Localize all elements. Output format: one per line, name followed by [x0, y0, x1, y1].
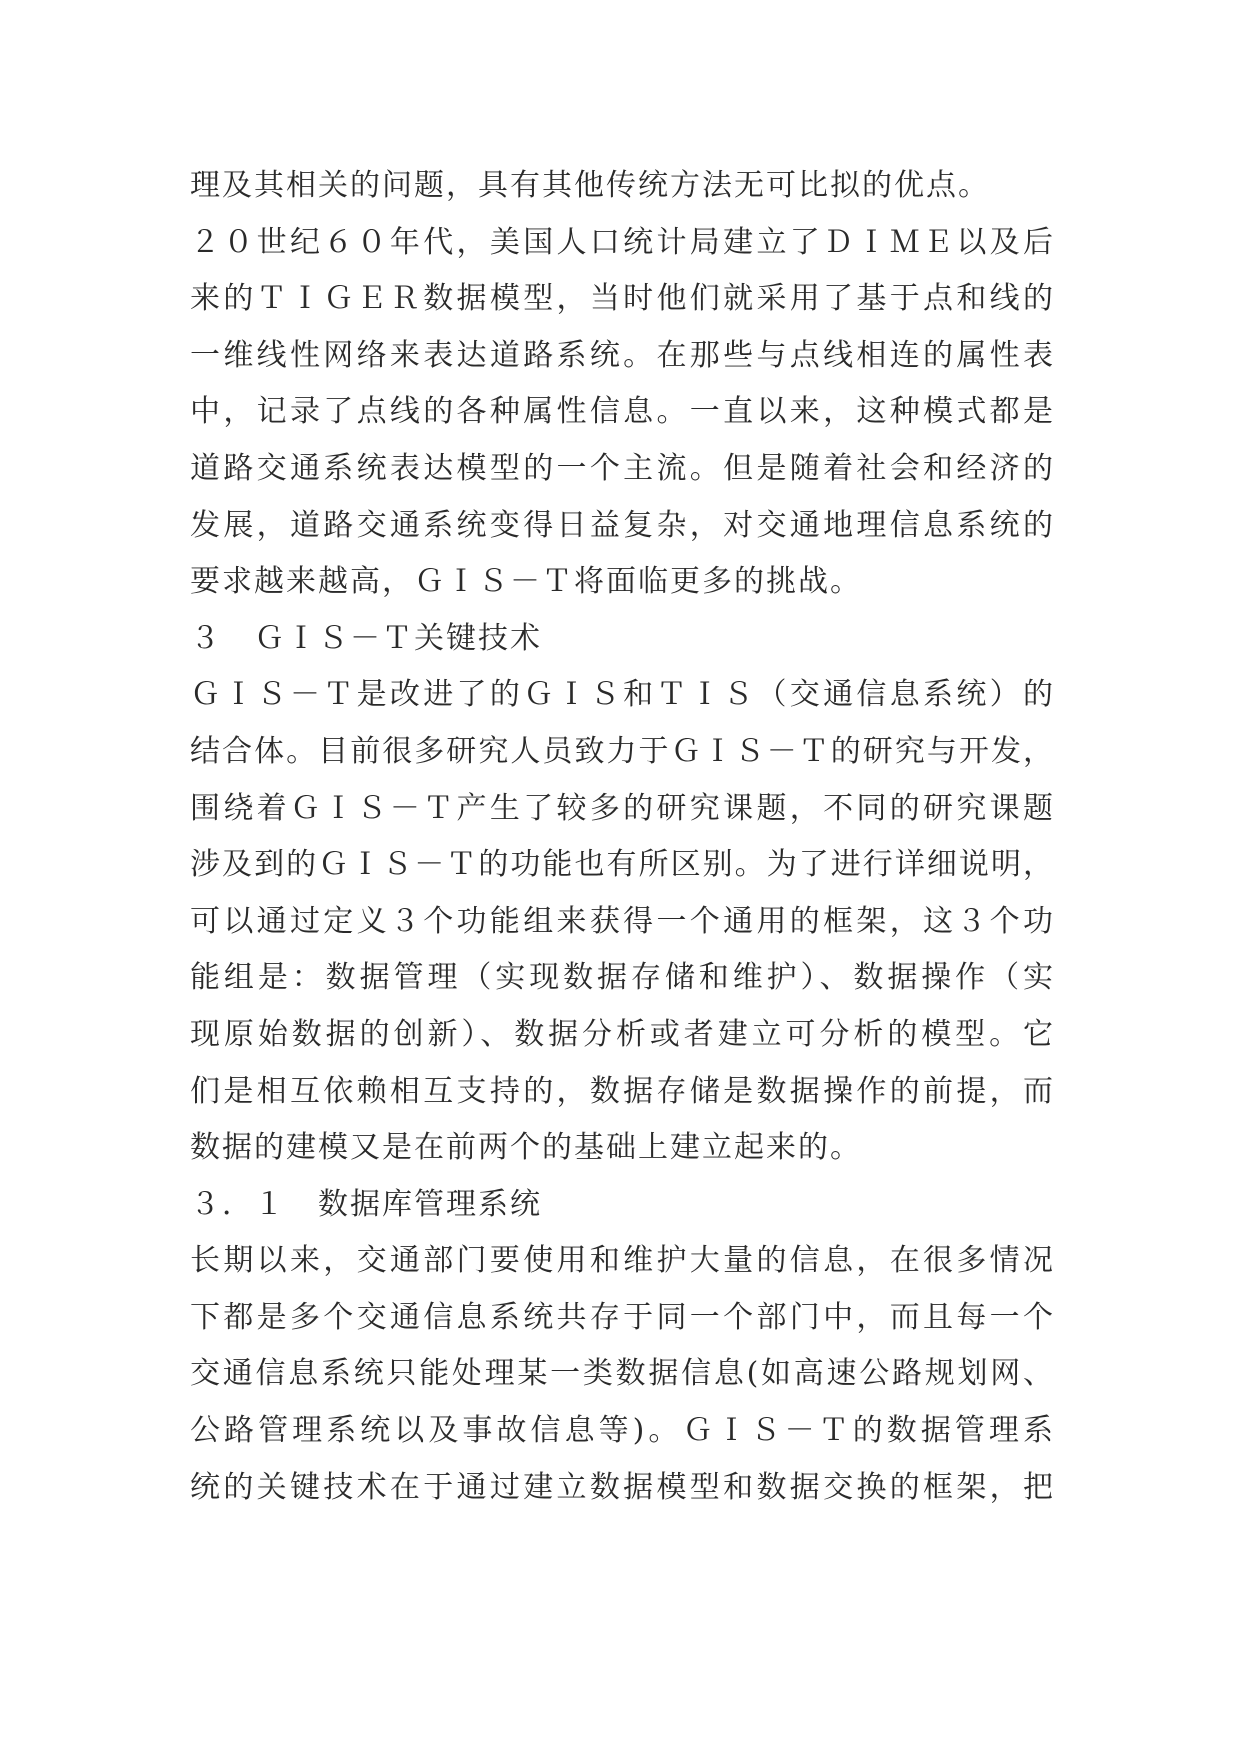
text-line: 能组是：数据管理（实现数据存储和维护）、数据操作（实	[190, 960, 1055, 996]
text-line: 现原始数据的创新）、数据分析或者建立可分析的模型。它	[190, 1016, 1055, 1052]
text-line: 理及其相关的问题，具有其他传统方法无可比拟的优点。	[190, 168, 990, 203]
document-body	[190, 158, 1055, 1516]
text-line: 发展，道路交通系统变得日益复杂，对交通地理信息系统的	[190, 507, 1055, 543]
text-line: 交通信息系统只能处理某一类数据信息(如高速公路规划网、	[190, 1356, 1055, 1392]
text-line: 一维线性网络来表达道路系统。在那些与点线相连的属性表	[190, 337, 1055, 373]
text-line: 来的ＴＩＧＥＲ数据模型，当时他们就采用了基于点和线的	[190, 281, 1055, 317]
section-heading: ３ ＧＩＳ－Ｔ关键技术	[190, 620, 542, 656]
text-line: 统的关键技术在于通过建立数据模型和数据交换的框架，把	[190, 1469, 1055, 1505]
text-line: 围绕着ＧＩＳ－Ｔ产生了较多的研究课题，不同的研究课题	[190, 790, 1055, 826]
text-line: 们是相互依赖相互支持的，数据存储是数据操作的前提，而	[190, 1073, 1055, 1109]
text-line: 道路交通系统表达模型的一个主流。但是随着社会和经济的	[190, 450, 1055, 486]
text-line: 公路管理系统以及事故信息等)。ＧＩＳ－Ｔ的数据管理系	[190, 1413, 1055, 1449]
text-line: 涉及到的ＧＩＳ－Ｔ的功能也有所区别。为了进行详细说明，	[190, 847, 1055, 883]
text-line: 中，记录了点线的各种属性信息。一直以来，这种模式都是	[190, 394, 1055, 430]
text-line: 可以通过定义３个功能组来获得一个通用的框架，这３个功	[190, 903, 1055, 939]
text-line: 数据的建模又是在前两个的基础上建立起来的。	[190, 1130, 862, 1166]
text-line: 长期以来，交通部门要使用和维护大量的信息，在很多情况	[190, 1243, 1055, 1279]
text-line: 下都是多个交通信息系统共存于同一个部门中，而且每一个	[190, 1299, 1055, 1335]
text-line: 要求越来越高，ＧＩＳ－Ｔ将面临更多的挑战。	[190, 564, 862, 600]
text-line: ２０世纪６０年代，美国人口统计局建立了ＤＩＭＥ以及后	[190, 224, 1055, 260]
text-line: ＧＩＳ－Ｔ是改进了的ＧＩＳ和ＴＩＳ（交通信息系统）的	[190, 677, 1055, 713]
text-line: 结合体。目前很多研究人员致力于ＧＩＳ－Ｔ的研究与开发，	[190, 733, 1055, 769]
section-heading: ３．１ 数据库管理系统	[190, 1186, 542, 1222]
